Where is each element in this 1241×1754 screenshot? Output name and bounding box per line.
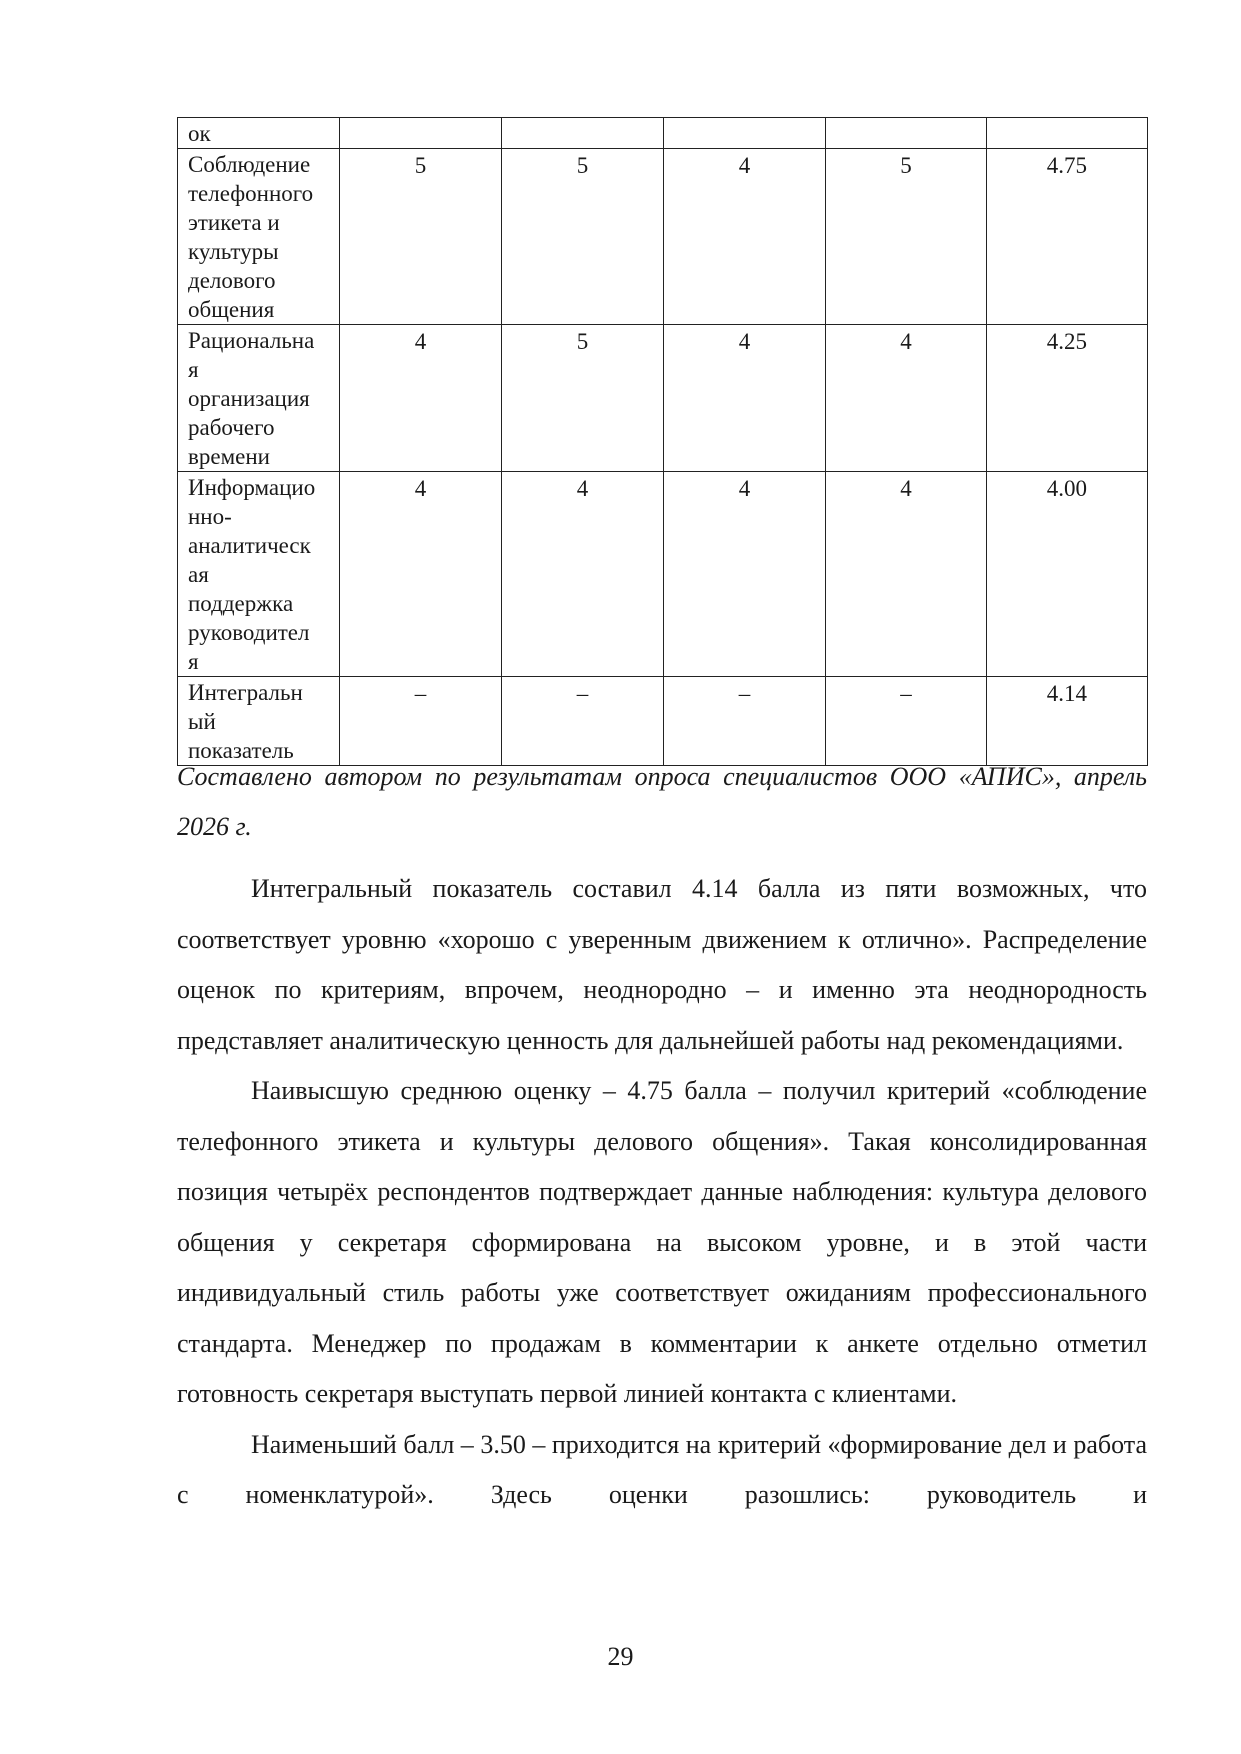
criterion-label: Соблюдение телефонного этикета и культуры делового общения — [188, 152, 314, 322]
criterion-label: Рациональна я организация рабочего времени — [188, 328, 315, 469]
score-cell: 4 — [502, 472, 664, 677]
criterion-label: Информацио нно- аналитическ ая поддержка руководител я — [188, 475, 316, 674]
criterion-cell — [178, 118, 340, 149]
average-score-cell: 4.14 — [987, 677, 1148, 766]
criterion-label: Интегральн ый показатель — [188, 680, 303, 763]
evaluation-table — [177, 117, 1148, 766]
criterion-cell — [178, 325, 340, 472]
criterion-label: ок — [188, 121, 211, 146]
paragraph: Наименьший балл – 3.50 – приходится на критерий «формирование дел и работа с номенклатурой». Здесь оценки разошлись: руководитель и — [177, 1429, 1147, 1509]
average-score-cell: 4.00 — [987, 472, 1148, 677]
table-source-note: Составлено автором по результатам опроса специалистов ООО «АПИС», апрель 2026 г. — [177, 762, 1147, 841]
average-score-cell — [987, 118, 1148, 149]
average-score-cell: 4.25 — [987, 325, 1148, 472]
score-cell: 4 — [664, 472, 826, 677]
score-cell: 5 — [340, 149, 502, 325]
score-cell — [340, 118, 502, 149]
score-cell: 4 — [340, 325, 502, 472]
score-cell: 5 — [502, 149, 664, 325]
table-row — [178, 118, 1148, 149]
score-cell: 4 — [340, 472, 502, 677]
score-cell: 5 — [826, 149, 987, 325]
score-cell — [664, 118, 826, 149]
criterion-cell — [178, 149, 340, 325]
score-cell: – — [502, 677, 664, 766]
body-text — [177, 864, 1147, 1521]
average-score-cell: 4.75 — [987, 149, 1148, 325]
score-cell: – — [664, 677, 826, 766]
evaluation-table-body — [178, 118, 1148, 766]
paragraph: Наивысшую среднюю оценку – 4.75 балла – получил критерий «соблюдение телефонного этикета и культуры делового общения». Такая консолидированная позиция четырёх респондентов подтверждает данные наблюдения: культура делового общения у секретаря сформирована на высоком уровне, и в этой части индивидуальный стиль работы уже соответствует ожиданиям профессионального стандарта. Менеджер по продажам в комментарии к анкете отдельно отметил готовность секретаря выступать первой линией контакта с клиентами. — [177, 1076, 1147, 1408]
score-cell — [502, 118, 664, 149]
score-cell — [826, 118, 987, 149]
table-row — [178, 472, 1148, 677]
score-cell: 4 — [664, 149, 826, 325]
score-cell: 5 — [502, 325, 664, 472]
score-cell: – — [826, 677, 987, 766]
page-number: 29 — [607, 1642, 634, 1671]
score-cell: – — [340, 677, 502, 766]
paragraph: Интегральный показатель составил 4.14 балла из пяти возможных, что соответствует уровню «хорошо с уверенным движением к отлично». Распределение оценок по критериям, впрочем, неоднородно – и именно эта неоднородность представляет аналитическую ценность для дальнейшей работы над рекомендациями. — [177, 874, 1147, 1055]
score-cell: 4 — [826, 472, 987, 677]
score-cell: 4 — [826, 325, 987, 472]
table-row — [178, 149, 1148, 325]
table-row — [178, 325, 1148, 472]
criterion-cell — [178, 472, 340, 677]
score-cell: 4 — [664, 325, 826, 472]
